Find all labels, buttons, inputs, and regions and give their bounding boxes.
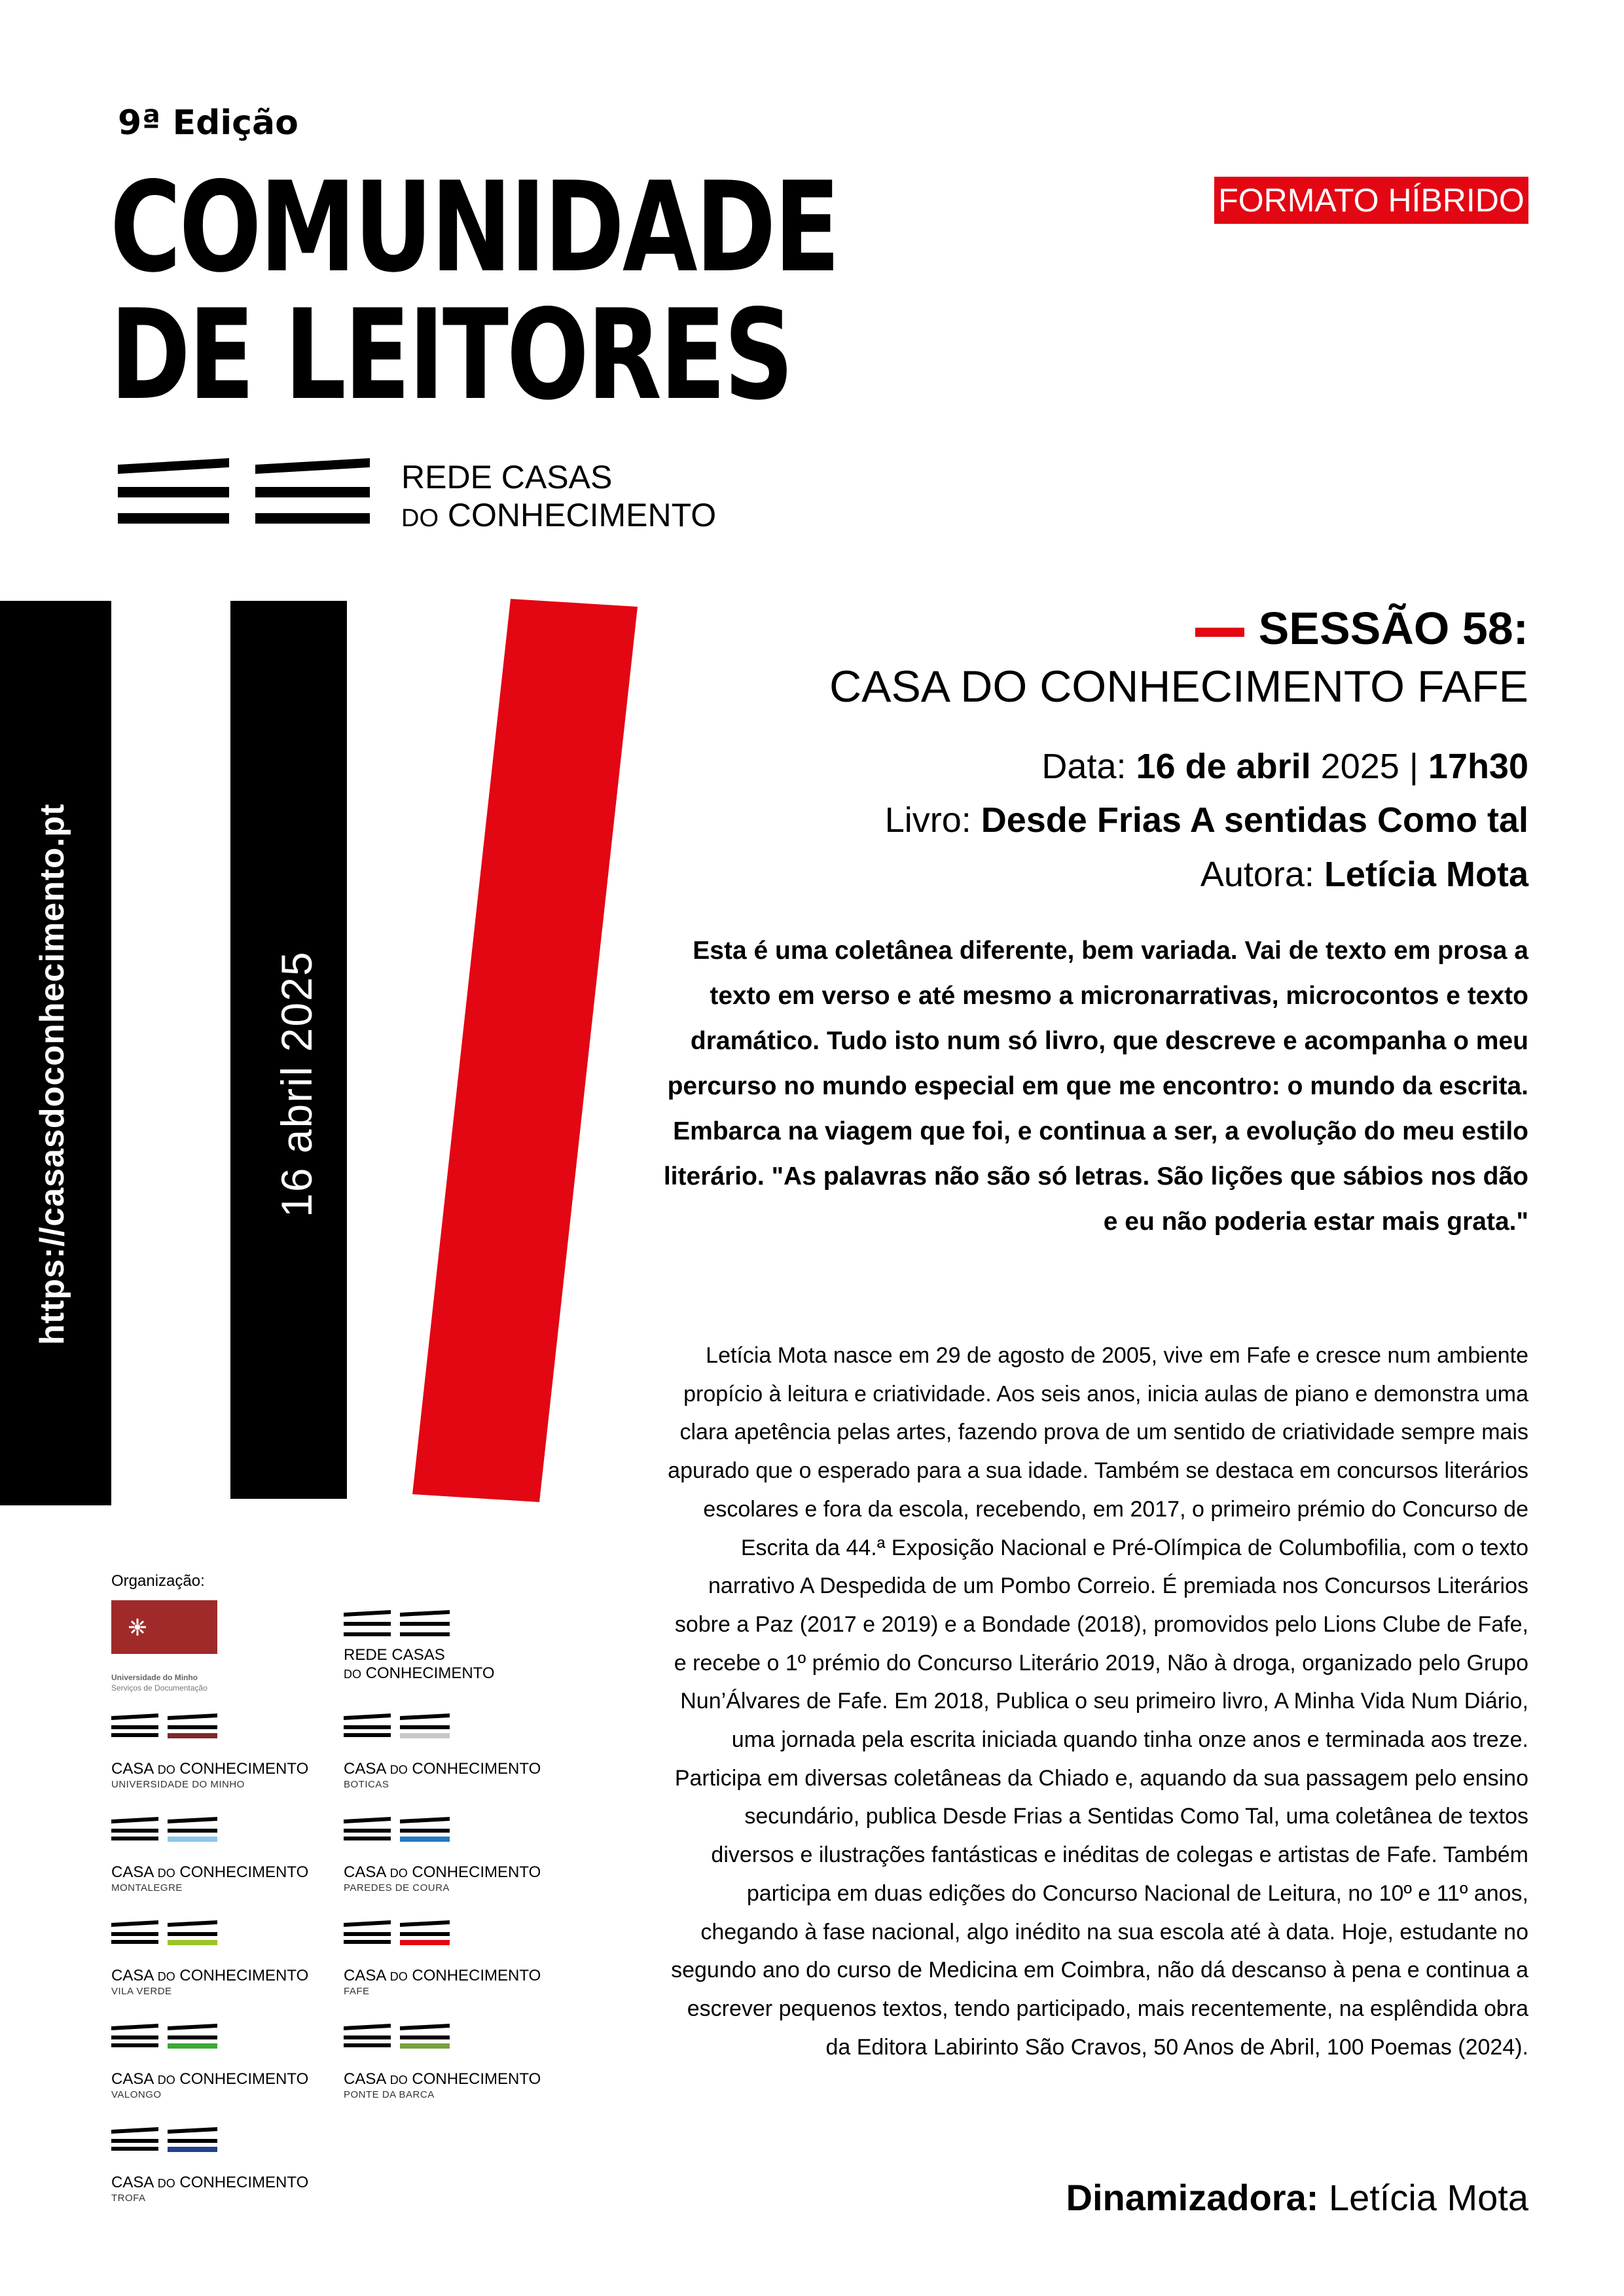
- casa-universidade-logo: CASA DO CONHECIMENTO UNIVERSIDADE DO MINHO: [111, 1713, 308, 1790]
- session-date: Data: 16 de abril 2025 | 17h30: [1041, 747, 1528, 786]
- session-author: Autora: Letícia Mota: [1200, 855, 1528, 894]
- casa-vilaverde-logo: CASA DO CONHECIMENTO VILA VERDE: [111, 1920, 308, 1997]
- casa-trofa-icon: [111, 2127, 217, 2156]
- vertical-date: 16 abril 2025: [272, 950, 321, 1217]
- page-title: [110, 155, 839, 427]
- uminho-logo-icon: [111, 1600, 217, 1654]
- facilitator: Dinamizadora: Letícia Mota: [1066, 2177, 1528, 2218]
- casa-pontebarca-icon: [344, 2024, 450, 2053]
- casa-boticas-logo: CASA DO CONHECIMENTO BOTICAS: [344, 1713, 541, 1790]
- rede-casas-wordmark: REDE CASAS DO CONHECIMENTO: [401, 459, 717, 533]
- casa-valongo-icon: [111, 2024, 217, 2053]
- casa-paredes-logo: CASA DO CONHECIMENTO PAREDES DE COURA: [344, 1817, 541, 1893]
- session-venue: CASA DO CONHECIMENTO FAFE: [829, 662, 1528, 711]
- casa-boticas-icon: [344, 1713, 450, 1742]
- rede-casas-small-text: REDE CASAS DO CONHECIMENTO: [344, 1646, 495, 1682]
- casa-montalegre-logo: CASA DO CONHECIMENTO MONTALEGRE: [111, 1817, 308, 1893]
- casa-valongo-logo: CASA DO CONHECIMENTO VALONGO: [111, 2024, 308, 2100]
- session-title: SESSÃO 58:: [655, 602, 1528, 655]
- format-badge: FORMATO HÍBRIDO: [1214, 177, 1528, 224]
- website-link[interactable]: https://casasdoconhecimento.pt: [33, 803, 71, 1345]
- casa-universidade-icon: [111, 1713, 217, 1742]
- red-dash-icon: [1195, 628, 1244, 637]
- title-line-1: COMUNIDADE: [110, 155, 839, 300]
- casa-pontebarca-logo: CASA DO CONHECIMENTO PONTE DA BARCA: [344, 2024, 541, 2100]
- casa-montalegre-icon: [111, 1817, 217, 1846]
- session-book: Livro: Desde Frias A sentidas Como tal: [884, 800, 1528, 840]
- casa-fafe-logo: CASA DO CONHECIMENTO FAFE: [344, 1920, 541, 1997]
- author-bio: Letícia Mota nasce em 29 de agosto de 2005, vive em Fafe e cresce num ambiente propício à leitura e criatividade. Aos seis anos, inicia aulas de piano e demonstra uma clara apetência pelas artes, fazendo prova de um sentido de criatividade sempre mais apurado que o esperado para a sua idade. Também se destaca em concursos literários escolares e fora da escola, recebendo, em 2017, o primeiro prémio do Concurso de Escrita da 44.ª Exposição Nacional e Pré-Olímpica de Columbofilia, com o texto narrativo A Despedida de um Pombo Correio. É premiada nos Concursos Literários sobre a Paz (2017 e 2019) e a Bondade (2018), promovidos pelo Lions Clube de Fafe, e recebe o 1º prémio do Concurso Literário 2019, Não à droga, organizado pelo Grupo Nun’Álvares de Fafe. Em 2018, Publica o seu primeiro livro, A Minha Vida Num Diário, uma jornada pela escrita iniciada quando tinha onze anos e terminada aos treze. Participa em diversas coletâneas da Chiado e, aquando da sua passagem pelo ensino secundário, publica Desde Frias a Sentidas Como Tal, uma coletânea de textos diversos e ilustrações fantásticas e inéditas de colegas e artistas de Fafe. Também participa em duas edições do Concurso Nacional de Leitura, no 10º e 11º anos, chegando à fase nacional, algo inédito na sua escola até à data. Hoje, estudante no segundo ano do curso de Medicina em Coimbra, não dá descanso à pena e continua a escrever pequenos textos, tendo participado, mais recentemente, na esplêndida obra da Editora Labirinto São Cravos, 50 Anos de Abril, 100 Poemas (2024).: [668, 1343, 1528, 2060]
- red-slanted-bar: [412, 599, 638, 1502]
- rede-casas-logo-icon: [118, 458, 370, 529]
- casa-vilaverde-icon: [111, 1920, 217, 1949]
- casa-fafe-icon: [344, 1920, 450, 1949]
- book-synopsis: Esta é uma coletânea diferente, bem variada. Vai de texto em prosa a texto em verso e até mesmo a micronarrativas, microcontos e texto dramático. Tudo isto num só livro, que descreve e acompanha o meu percurso no mundo especial em que me encontro: o mundo da escrita. Embarca na viagem que foi, e continua a ser, a evolução do meu estilo literário. "As palavras não são só letras. São lições que sábios nos dão e eu não poderia estar mais grata.": [663, 937, 1528, 1236]
- casa-trofa-logo: CASA DO CONHECIMENTO TROFA: [111, 2127, 308, 2204]
- casa-paredes-icon: [344, 1817, 450, 1846]
- rede-casas-small-logo-icon: [344, 1610, 450, 1639]
- title-line-2: DE LEITORES: [110, 283, 792, 427]
- edition-label: 9ª Edição: [118, 103, 298, 143]
- organization-label: Organização:: [111, 1572, 205, 1590]
